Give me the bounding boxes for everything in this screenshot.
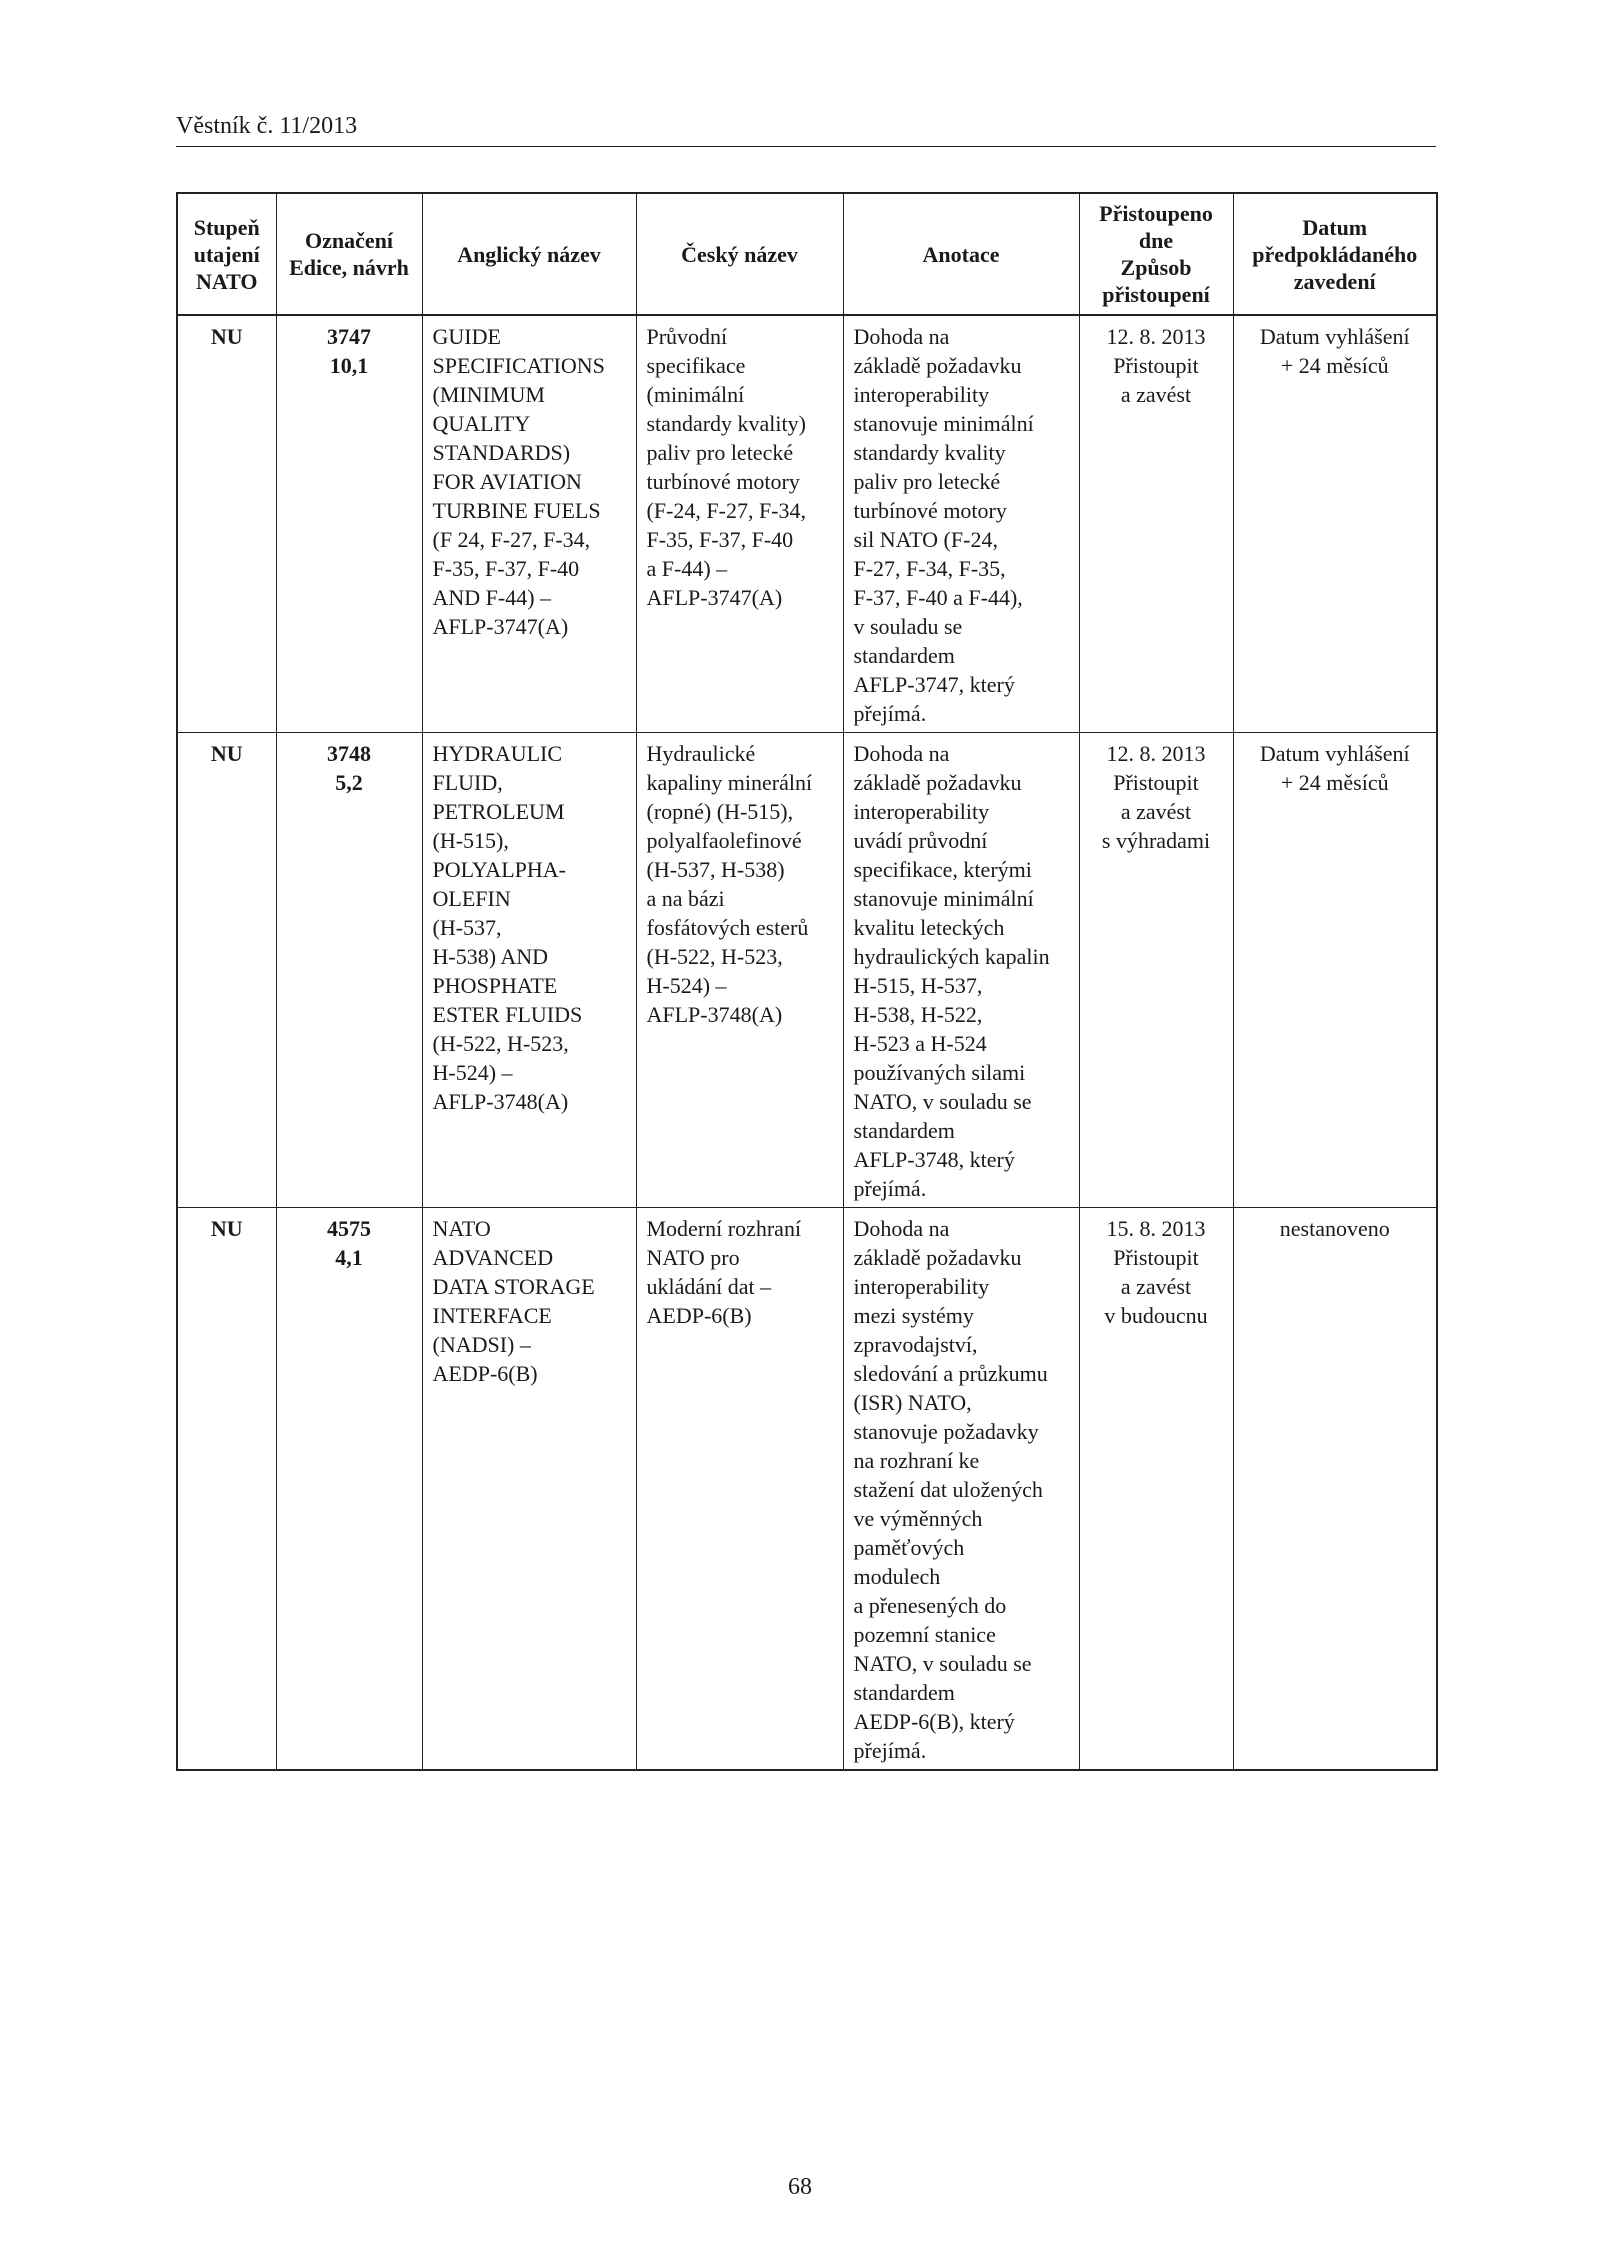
- column-header-stupen: Stupeň utajení NATO: [177, 193, 276, 315]
- cell-datum-zavedeni: Datum vyhlášení + 24 měsíců: [1233, 315, 1437, 733]
- column-header-oznaceni: Označení Edice, návrh: [276, 193, 422, 315]
- standards-table: [176, 192, 1438, 1771]
- column-header-cesky: Český název: [636, 193, 843, 315]
- table-row: [177, 733, 1437, 1208]
- table-header-row: [177, 193, 1437, 315]
- column-header-datum: Datum předpokládaného zavedení: [1233, 193, 1437, 315]
- page-number: 68: [788, 2174, 812, 2200]
- running-header: Věstník č. 11/2013: [176, 113, 358, 139]
- column-header-anglicky: Anglický název: [422, 193, 636, 315]
- cell-oznaceni: 3748 5,2: [276, 733, 422, 1208]
- column-header-pristoupeno: Přistoupeno dne Způsob přistoupení: [1079, 193, 1233, 315]
- cell-pristoupeno: 12. 8. 2013 Přistoupit a zavést s výhradami: [1079, 733, 1233, 1208]
- cell-cesky-nazev: Moderní rozhraní NATO pro ukládání dat – AEDP-6(B): [636, 1208, 843, 1771]
- cell-stupen: NU: [177, 733, 276, 1208]
- cell-cesky-nazev: Hydraulické kapaliny minerální (ropné) (H-515), polyalfaolefinové (H-537, H-538) a na bázi fosfátových esterů (H-522, H-523, H-524) – AFLP-3748(A): [636, 733, 843, 1208]
- cell-datum-zavedeni: nestanoveno: [1233, 1208, 1437, 1771]
- table-row: [177, 1208, 1437, 1771]
- column-header-anotace: Anotace: [843, 193, 1079, 315]
- cell-stupen: NU: [177, 315, 276, 733]
- table-row: [177, 315, 1437, 733]
- cell-pristoupeno: 15. 8. 2013 Přistoupit a zavést v budoucnu: [1079, 1208, 1233, 1771]
- cell-anotace: Dohoda na základě požadavku interoperability stanovuje minimální standardy kvality paliv pro letecké turbínové motory sil NATO (F-24, F-27, F-34, F-35, F-37, F-40 a F-44), v souladu se standardem AFLP-3747, který přejímá.: [843, 315, 1079, 733]
- cell-pristoupeno: 12. 8. 2013 Přistoupit a zavést: [1079, 315, 1233, 733]
- cell-anglicky-nazev: GUIDE SPECIFICATIONS (MINIMUM QUALITY STANDARDS) FOR AVIATION TURBINE FUELS (F 24, F-27, F-34, F-35, F-37, F-40 AND F-44) – AFLP-3747(A): [422, 315, 636, 733]
- cell-cesky-nazev: Průvodní specifikace (minimální standardy kvality) paliv pro letecké turbínové motory (F-24, F-27, F-34, F-35, F-37, F-40 a F-44) – AFLP-3747(A): [636, 315, 843, 733]
- cell-anotace: Dohoda na základě požadavku interoperability uvádí průvodní specifikace, kterými stanovuje minimální kvalitu leteckých hydraulických kapalin H-515, H-537, H-538, H-522, H-523 a H-524 používaných silami NATO, v souladu se standardem AFLP-3748, který přejímá.: [843, 733, 1079, 1208]
- cell-anglicky-nazev: HYDRAULIC FLUID, PETROLEUM (H-515), POLYALPHA- OLEFIN (H-537, H-538) AND PHOSPHATE ESTER FLUIDS (H-522, H-523, H-524) – AFLP-3748(A): [422, 733, 636, 1208]
- header-rule: [176, 146, 1436, 147]
- cell-datum-zavedeni: Datum vyhlášení + 24 měsíců: [1233, 733, 1437, 1208]
- cell-oznaceni: 4575 4,1: [276, 1208, 422, 1771]
- cell-oznaceni: 3747 10,1: [276, 315, 422, 733]
- cell-anglicky-nazev: NATO ADVANCED DATA STORAGE INTERFACE (NADSI) – AEDP-6(B): [422, 1208, 636, 1771]
- cell-anotace: Dohoda na základě požadavku interoperability mezi systémy zpravodajství, sledování a průzkumu (ISR) NATO, stanovuje požadavky na rozhraní ke stažení dat uložených ve výměnných paměťových modulech a přenesených do pozemní stanice NATO, v souladu se standardem AEDP-6(B), který přejímá.: [843, 1208, 1079, 1771]
- cell-stupen: NU: [177, 1208, 276, 1771]
